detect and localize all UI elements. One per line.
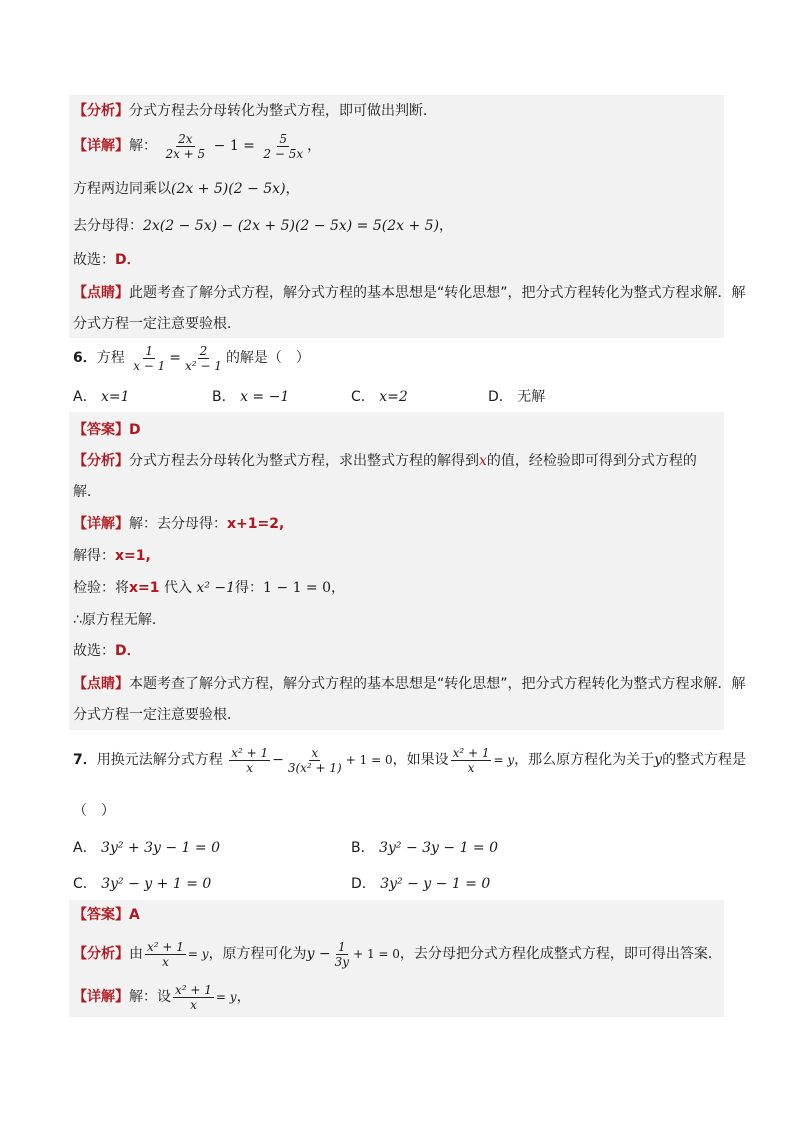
option-a xyxy=(73,386,130,408)
answer-line xyxy=(73,904,140,926)
punctuation: ， xyxy=(439,218,454,234)
step-text: 得： xyxy=(235,580,264,596)
question-6 xyxy=(73,340,310,376)
math-expression: = y xyxy=(493,753,515,767)
analysis-tag: 【分析】 xyxy=(73,103,129,119)
question-7-paren xyxy=(73,800,115,822)
option-c xyxy=(73,873,211,895)
numerator: 1 xyxy=(145,343,154,358)
math-expression: (2x + 5)(2 − 5x) xyxy=(171,181,286,197)
step-text: 方程两边同乘以 xyxy=(73,181,171,197)
analysis-tag: 【分析】 xyxy=(73,946,129,962)
question-text: ，如果设 xyxy=(392,752,449,768)
comment-tag: 【点睛】 xyxy=(73,676,129,692)
denominator: 2x + 5 xyxy=(165,146,206,161)
numerator: x xyxy=(311,745,319,760)
option-d xyxy=(351,873,490,895)
answer-tag: 【答案】 xyxy=(73,907,129,923)
option-b xyxy=(212,386,289,408)
math-expression: = y xyxy=(215,990,237,1004)
fraction xyxy=(451,746,492,775)
fraction xyxy=(183,344,224,373)
choice-answer: D． xyxy=(115,252,141,268)
check-line xyxy=(73,577,345,599)
solve-line xyxy=(73,545,151,567)
option-value: x=2 xyxy=(379,389,408,405)
analysis-line xyxy=(73,934,722,974)
analysis-line xyxy=(73,100,437,122)
numerator: x² + 1 xyxy=(175,982,212,997)
denominator: 3(x² + 1) xyxy=(287,760,342,775)
math-expression: + 1 = 0 xyxy=(345,753,393,767)
detail-prefix: 解： xyxy=(129,138,157,154)
math-expression: x=1, xyxy=(115,548,151,564)
denominator: 2 − 5x xyxy=(263,146,304,161)
numerator: x² + 1 xyxy=(147,939,184,954)
comment-text: 此题考查了解分式方程，解分式方程的基本思想是“转化思想”，把分式方程转化为整式方程求解．解 xyxy=(129,285,746,301)
fraction xyxy=(229,746,270,775)
math-operator: = xyxy=(169,350,182,366)
punctuation: ， xyxy=(307,138,322,154)
choice-answer: D． xyxy=(115,643,141,659)
detail-text: 解：设 xyxy=(129,989,171,1005)
choice-prefix: 故选： xyxy=(73,252,115,268)
comment-line xyxy=(73,673,746,695)
comment-tag: 【点睛】 xyxy=(73,285,129,301)
option-label: A． xyxy=(73,840,97,856)
answer-line xyxy=(73,419,141,441)
analysis-text: ，去分母把分式方程化成整式方程，即可得出答案． xyxy=(399,946,722,962)
question-text: 方程 xyxy=(96,350,125,366)
comment-text: 分式方程一定注意要验根． xyxy=(73,707,241,723)
detail-text: 解：去分母得： xyxy=(129,516,227,532)
option-label: D． xyxy=(351,876,376,892)
punctuation: ， xyxy=(236,989,251,1005)
answer-tag: 【答案】 xyxy=(73,422,129,438)
math-variable: y xyxy=(654,752,663,768)
option-label: B． xyxy=(212,389,236,405)
comment-line xyxy=(73,282,746,304)
denominator: 3y xyxy=(334,954,350,969)
detail-line xyxy=(73,977,251,1017)
math-expression: = y xyxy=(187,947,209,961)
math-expression: x=1 xyxy=(129,580,160,596)
option-label: B． xyxy=(351,840,375,856)
numerator: 2 xyxy=(199,343,208,358)
numerator: 5 xyxy=(279,131,288,146)
detail-line xyxy=(73,128,321,164)
math-expression: x² −1 xyxy=(196,580,236,596)
math-expression: 1 − 1 = 0 xyxy=(263,580,332,596)
option-value: 3y² + 3y − 1 = 0 xyxy=(101,840,220,856)
step-text: 去分母得： xyxy=(73,218,143,234)
math-expression: y − xyxy=(306,946,331,962)
analysis-text: 分式方程去分母转化为整式方程，即可做出判断． xyxy=(129,103,437,119)
question-number: 7． xyxy=(73,752,97,768)
math-variable: x xyxy=(479,453,487,469)
option-label: C． xyxy=(351,389,375,405)
step-text: 解得： xyxy=(73,548,115,564)
option-a xyxy=(73,837,220,859)
option-label: D． xyxy=(488,389,513,405)
math-operator: − 1 = xyxy=(213,138,255,154)
option-value: 3y² − y + 1 = 0 xyxy=(101,876,212,892)
comment-line-2 xyxy=(73,704,241,726)
option-value: 3y² − y − 1 = 0 xyxy=(380,876,491,892)
option-value: 3y² − 3y − 1 = 0 xyxy=(379,840,499,856)
fraction xyxy=(261,132,305,161)
numerator: x² + 1 xyxy=(452,745,490,760)
punctuation: ， xyxy=(285,181,300,197)
fraction xyxy=(333,940,351,969)
option-d xyxy=(488,386,545,408)
answer-value: D xyxy=(129,422,141,438)
answer-value: A xyxy=(129,907,140,923)
multiply-line xyxy=(73,178,300,200)
numerator: 1 xyxy=(338,939,346,954)
conclusion-line xyxy=(73,609,166,631)
question-7 xyxy=(73,738,746,782)
fraction xyxy=(163,132,207,161)
step-text: 检验：将 xyxy=(73,580,129,596)
detail-line xyxy=(73,513,284,535)
comment-text: 分式方程一定注意要验根． xyxy=(73,316,241,332)
answer-blank: （ ） xyxy=(73,803,115,819)
option-value: x=1 xyxy=(101,389,130,405)
question-number: 6． xyxy=(73,350,97,366)
option-value: x = −1 xyxy=(240,389,290,405)
analysis-tag: 【分析】 xyxy=(73,453,129,469)
analysis-text: 分式方程去分母转化为整式方程，求出整式方程的解得到 xyxy=(129,453,479,469)
analysis-line xyxy=(73,450,697,472)
choice-line xyxy=(73,640,141,662)
detail-tag: 【详解】 xyxy=(73,138,129,154)
analysis-text: ，原方程可化为 xyxy=(208,946,307,962)
math-expression: x+1=2, xyxy=(227,516,285,532)
math-operator: − xyxy=(272,752,284,768)
analysis-line-2 xyxy=(73,481,101,503)
option-b xyxy=(351,837,498,859)
numerator: 2x xyxy=(178,131,193,146)
choice-prefix: 故选： xyxy=(73,643,115,659)
question-text: 的整式方程是 xyxy=(662,752,747,768)
denominator: x − 1 xyxy=(133,358,166,373)
comment-text: 本题考查了解分式方程，解分式方程的基本思想是“转化思想”，把分式方程转化为整式方程求解．解 xyxy=(129,676,746,692)
math-expression: 2x(2 − 5x) − (2x + 5)(2 − 5x) = 5(2x + 5) xyxy=(143,218,440,234)
option-label: C． xyxy=(73,876,97,892)
detail-tag: 【详解】 xyxy=(73,516,129,532)
denominator: x xyxy=(190,997,197,1012)
detail-tag: 【详解】 xyxy=(73,989,129,1005)
question-text: ，那么原方程化为关于 xyxy=(514,752,655,768)
analysis-text: 的值，经检验即可得到分式方程的 xyxy=(486,453,697,469)
math-expression: + 1 = 0 xyxy=(353,947,400,961)
denominator: x xyxy=(467,760,475,775)
fraction xyxy=(286,746,344,775)
comment-line-2 xyxy=(73,313,241,335)
question-text: 用换元法解分式方程 xyxy=(96,752,223,768)
option-c xyxy=(351,386,408,408)
step-text: 代入 xyxy=(163,580,192,596)
analysis-text: 由 xyxy=(129,946,143,962)
denominator: x² − 1 xyxy=(185,358,222,373)
step-text: ∴原方程无解． xyxy=(73,612,166,628)
clear-denominator-line xyxy=(73,215,453,237)
fraction xyxy=(173,983,214,1012)
denominator: x xyxy=(162,954,169,969)
analysis-text: 解． xyxy=(73,484,101,500)
option-label: A． xyxy=(73,389,97,405)
punctuation: ， xyxy=(331,580,346,596)
option-value: 无解 xyxy=(517,389,546,405)
denominator: x xyxy=(246,760,254,775)
fraction xyxy=(145,940,186,969)
question-text: 的解是（ ） xyxy=(225,350,310,366)
choice-line xyxy=(73,249,141,271)
fraction xyxy=(131,344,167,373)
numerator: x² + 1 xyxy=(231,745,269,760)
